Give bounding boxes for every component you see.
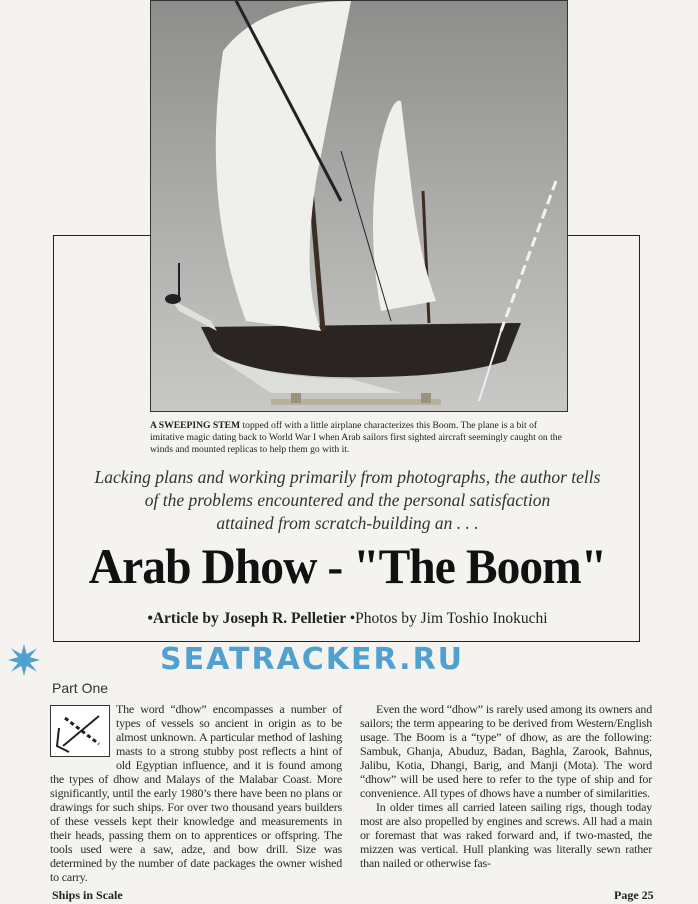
body-column-left <box>50 702 342 884</box>
deck-line: of the problems encountered and the personal satisfaction <box>144 490 551 510</box>
body-paragraph: The word “dhow” encompasses a number of types of vessels so ancient in origin as to be almost unknown. A particular method of lashing masts to a strong stubby post reflects a hint of old Egyptian influence, and it is found among the types of dhow and Malays of the Malabar Coast. More significantly, until the early 1980’s there have been no plans or drawings for such ships. For over two thousand years builders of these vessels kept their knowledge and measurements in their heads, passing them on to apprentices or offspring. The tools used were a saw, adze, and bow drill. Size was determined by the number of date packages the owner wished to carry. <box>50 702 342 884</box>
body-paragraph: Even the word “dhow” is rarely used among its owners and sailors; the term appearing to be derived from Western/English usage. The Boom is a “type” of dhow, as are the following: Sambuk, Ghanja, Abuduz, Badan, Baghla, Zarook, Bahnus, Jalibu, Kotia, Dhangi, Barig, and Manji (Mota). The word “dhow” will be used here to refer to the type of ship and for convenience. All types of dhows have a number of similarities. <box>360 702 652 800</box>
watermark-star-icon <box>8 644 40 676</box>
article-deck <box>60 466 635 535</box>
byline-author: •Article by Joseph R. Pelletier <box>147 610 346 627</box>
body-column-right <box>360 702 652 870</box>
section-label: Part One <box>52 680 109 696</box>
tools-illustration-icon <box>50 705 110 757</box>
deck-line: attained from scratch-building an . . . <box>216 513 479 533</box>
byline <box>55 610 640 628</box>
publication-name: Ships in Scale <box>52 888 123 902</box>
watermark: SEATRACKER.RU <box>160 642 465 677</box>
caption-lead: A SWEEPING STEM <box>150 420 241 431</box>
byline-photographer: •Photos by Jim Toshio Inokuchi <box>349 610 548 627</box>
caption-text: topped off with a little airplane characterizes this Boom. The plane is a bit of imitative magic dating back to World War I when Arab sailors first sighted aircraft seemingly caught on the winds and mounted replicas to help them go with it. <box>150 420 562 455</box>
deck-line: Lacking plans and working primarily from photographs, the author tells <box>94 467 601 487</box>
article-title: Arab Dhow - "The Boom" <box>88 538 607 594</box>
photo-caption <box>150 420 570 456</box>
body-paragraph: In older times all carried lateen sailing rigs, though today most are also propelled by engines and screws. All had a main or foremast that was raked forward and, if two-masted, the mizzen was vertical. Hull planking was literally sewn rather than nailed or otherwise fas- <box>360 800 652 870</box>
page-number: Page 25 <box>614 888 654 902</box>
ship-model-photo <box>150 0 568 412</box>
